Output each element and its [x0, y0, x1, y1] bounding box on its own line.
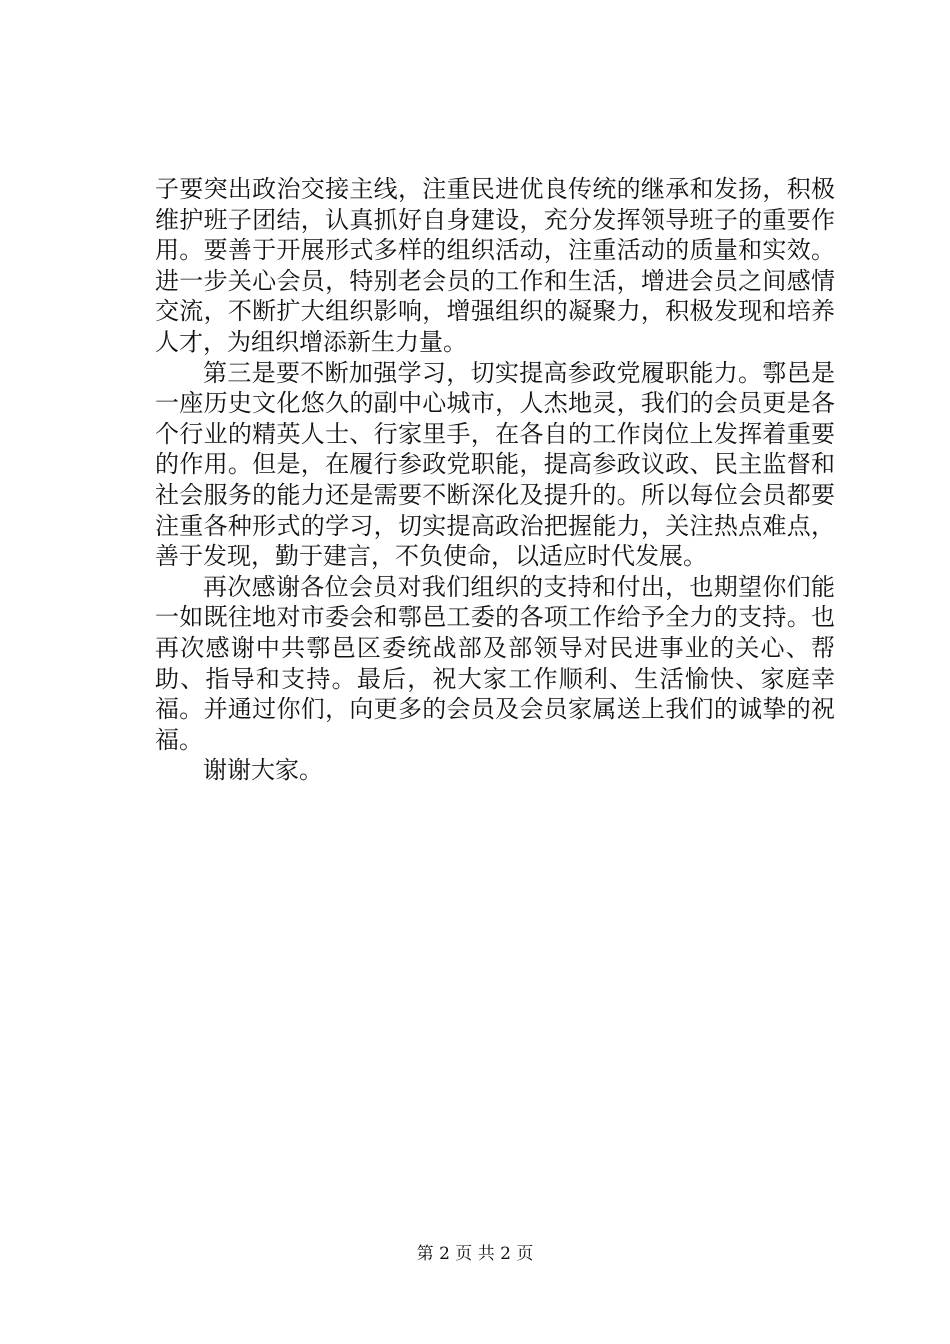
paragraph-2: 第三是要不断加强学习，切实提高参政党履职能力。鄠邑是一座历史文化悠久的副中心城市，人杰地灵，我们的会员更是各个行业的精英人士、行家里手，在各自的工作岗位上发挥着重要的作用。但是，在履行参政党职能，提高参政议政、民主监督和社会服务的能力还是需要不断深化及提升的。所以每位会员都要注重各种形式的学习，切实提高政治把握能力，关注热点难点，善于发现，勤于建言，不负使命，以适应时代发展。: [155, 358, 835, 571]
document-body: [155, 174, 835, 786]
paragraph-4: 谢谢大家。: [203, 756, 323, 785]
paragraph-1: 子要突出政治交接主线，注重民进优良传统的继承和发扬，积极维护班子团结，认真抓好自身建设，充分发挥领导班子的重要作用。要善于开展形式多样的组织活动，注重活动的质量和实效。进一步关心会员，特别老会员的工作和生活，增进会员之间感情交流，不断扩大组织影响，增强组织的凝聚力，积极发现和培养人才，为组织增添新生力量。: [155, 175, 835, 356]
page-footer: 第 2 页 共 2 页: [416, 1244, 534, 1264]
paragraph-3: 再次感谢各位会员对我们组织的支持和付出，也期望你们能一如既往地对市委会和鄠邑工委的各项工作给予全力的支持。也再次感谢中共鄠邑区委统战部及部领导对民进事业的关心、帮助、指导和支持。最后，祝大家工作顺利、生活愉快、家庭幸福。并通过你们，向更多的会员及会员家属送上我们的诚挚的祝福。: [155, 572, 835, 754]
